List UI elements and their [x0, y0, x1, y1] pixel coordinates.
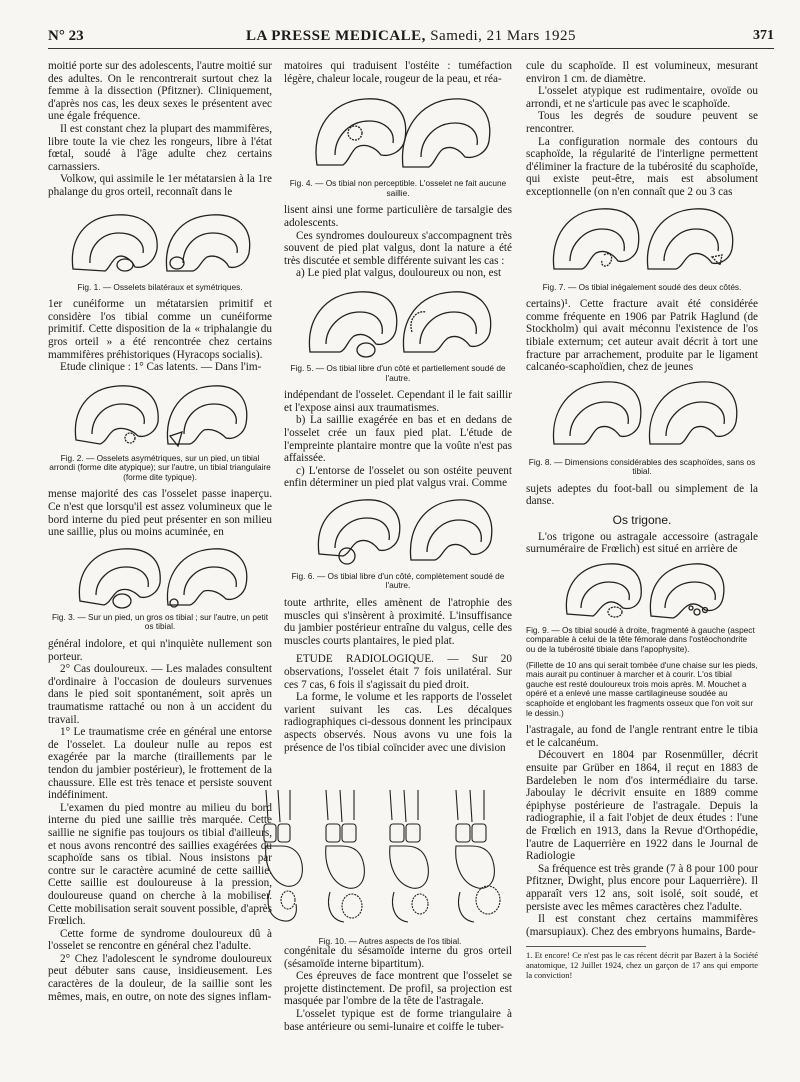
figure-5 [284, 280, 512, 383]
figure-2-caption: Fig. 2. — Osselets asymétriques, sur un pied, un tibial arrondi (forme dite atypique); sur l'autre, un tibial triangulaire (forme dite typique). [49, 452, 271, 482]
paragraph: sujets adeptes du foot-ball ou simplement de la danse. [526, 482, 758, 508]
column-2 [284, 60, 512, 754]
paragraph: La configuration normale des contours du scaphoïde, la régularité de l'interligne permettent d'éliminer la fracture de la tubérosité du scaphoïde, qui existe peut-être, mais est absolument exceptionnelle (on n'en connaît que 2 ou 3 cas [526, 135, 758, 198]
figure-1-caption: Fig. 1. — Osselets bilatéraux et symétriques. [77, 281, 243, 292]
paragraph: 2° Chez l'adolescent le syndrome douloureux peut débuter sans cause, insidieusement. Les caractères de la douleur, de la saillie sont les mêmes, mais, en outre, on note des signes inflam- [48, 952, 272, 1003]
paragraph: Sa fréquence est très grande (7 à 8 pour 100 pour Pfitzner, Dwight, plus encore pour Laquerrière). Il apparaît vers 12 ans, soit isolé, soit soudé, et persiste avec les mêmes caractères chez l'adulte. [526, 862, 758, 913]
figure-9 [526, 556, 758, 718]
paragraph: indépendant de l'osselet. Cependant il le fait saillir et l'expose ainsi aux traumatismes. [284, 389, 512, 414]
figure-10-caption: Fig. 10. — Autres aspects de l'os tibial. [318, 936, 462, 946]
figure-6-caption: Fig. 6. — Os tibial libre d'un côté, complètement soudé de l'autre. [291, 570, 505, 591]
column-1 [48, 60, 272, 1003]
paragraph: Il est constant chez la plupart des mammifères, libre toute la vie chez les rongeurs, libre à l'état fœtal, soudé à l'âge adulte chez certains carnassiers. [48, 122, 272, 173]
figure-7-caption: Fig. 7. — Os tibial inégalement soudé des deux côtés. [542, 281, 742, 292]
figure-4-drawing [303, 85, 493, 177]
paragraph: Volkow, qui assimile le 1er métatarsien à la 1re phalange du gros orteil, reconnaît dans le [48, 173, 272, 198]
paragraph: congénitale du sésamoïde interne du gros orteil (sésamoïde interne bipartitum). [284, 945, 512, 970]
page-header [48, 26, 774, 49]
paragraph: Tous les degrés de soudure peuvent se rencontrer. [526, 110, 758, 135]
journal-title [48, 28, 774, 45]
paragraph: L'os trigone ou astragale accessoire (astragale surnuméraire de Frœlich) est situé en arrière de [526, 530, 758, 556]
paragraph: Ces épreuves de face montrent que l'osselet se projette distinctement. De profil, sa projection est masquée par l'ombre de la tête de l'astragale. [284, 970, 512, 1008]
column-3 [526, 60, 758, 981]
journal-name: LA PRESSE MEDICALE, [245, 28, 426, 44]
paragraph: c) L'entorse de l'osselet ou son ostéite peuvent enfin déterminer un pied plat valgus vrai. Comme [284, 464, 512, 490]
paragraph: L'examen du pied montre au milieu du bord interne du pied une saillie très marquée. Cette saillie ne signifie pas toujours os tibial d'ailleurs, et nous avons rencontré des saillies exagérées du scaphoïde sans os tibial. Nous insistons par contre sur le caractère acuminé de cette saillie. Cette saillie est douloureuse à la pression, douloureuse quand on cherche à la mobiliser. Cette mobilisation serait souvent possible, d'après Frœlich. [48, 801, 272, 928]
figure-7-drawing [544, 199, 740, 281]
paragraph: moitié porte sur des adolescents, l'autre moitié sur des adultes. On le rencontrerait surtout chez la femme à la dissection (Pfitzner). Cliniquement, d'après nos cas, les deux sexes le présentent avec une égale fréquence. [48, 60, 272, 123]
figure-2-drawing [70, 374, 250, 452]
issue-date: Samedi, 21 Mars 1925 [430, 28, 577, 44]
page-number: 371 [753, 28, 774, 43]
paragraph: L'osselet typique est de forme triangulaire à base antérieure ou semi-lunaire et coiffe le tuber- [284, 1007, 512, 1033]
paragraph: 2° Cas douloureux. — Les malades consultent d'ordinaire à l'occasion de douleurs survenues dans le pied soit spontanément, soit après un traumatisme rattaché ou non à un accident du travail. [48, 663, 272, 726]
paragraph: Ces syndromes douloureux s'accompagnent très souvent de pied plat valgus, dont la nature a été très discutée et semble différente suivant les cas : [284, 229, 512, 267]
paragraph: Il est constant chez certains mammifères (marsupiaux). Chez des embryons humains, Barde- [526, 913, 758, 938]
paragraph: général indolore, et qui n'inquiète nullement son porteur. [48, 638, 272, 663]
section-heading: Os trigone. [612, 513, 672, 528]
figure-3-caption: Fig. 3. — Sur un pied, un gros os tibial ; sur l'autre, un petit os tibial. [51, 611, 269, 632]
paragraph: b) La saillie exagérée en bas et en dedans de l'osselet crée un faux pied plat. L'étude de l'empreinte plantaire montre que la voûte n'est pas affaissée. [284, 414, 512, 465]
paragraph: Découvert en 1804 par Rosenmüller, décrit ensuite par Grüber en 1864, il reçut en 1883 de Bardeleben le nom d'os intermédiaire du tarse. Jaboulay le décrivit ensuite en 1889 comme épiphyse postérieure de l'astragale. Depuis la radiographie, il a fait l'objet de deux études : l'une de Frœlich en 1913, dans la Revue d'Orthopédie, l'autre de Laquerrière en 1922 dans le Journal de Radiologie [526, 749, 758, 863]
paragraph: a) Le pied plat valgus, douloureux ou non, est [296, 267, 502, 280]
figure-5-drawing [300, 280, 496, 362]
paragraph: Cette forme de syndrome douloureux dû à l'osselet se rencontre en général chez l'adulte. [48, 927, 272, 953]
issue-number: N° 23 [48, 28, 84, 44]
figure-1 [48, 199, 272, 293]
paragraph: ETUDE RADIOLOGIQUE. — Sur 20 observations, l'osselet était 7 fois unilatéral. Sur ces 7 cas, 6 fois il s'agissait du pied droit. [284, 653, 512, 691]
paragraph: 1er cunéiforme un métatarsien primitif et considère l'os tibial comme un cunéiforme primitif. Cette disposition de la « triphalangie du gros orteil » a été rencontrée chez certains mammifères préhistoriques (Hyracops socialis). [48, 298, 272, 361]
figure-2 [48, 374, 272, 483]
paragraph: toute arthrite, elles amènent de l'atrophie des muscles qui s'insèrent à proximité. L'insuffisance du jambier postérieur entraîne du valgus, celle des muscles courts plantaires, le pied plat. [284, 597, 512, 647]
figure-10-drawing [256, 790, 524, 930]
paragraph: l'astragale, au fond de l'angle rentrant entre le tibia et le calcanéum. [526, 724, 758, 749]
figure-8-drawing [544, 374, 740, 456]
figure-9-note: (Fillette de 10 ans qui serait tombée d'une chaise sur les pieds, mais aurait pu continuer à marcher et à courir. L'os tibial gauche est resté douloureux trois mois après. M. Mouchet a opéré et a enlevé une masse cartilagineuse soudée au scaphoïde et englobant les fragments osseux que l'on voit sur le dessin.) [526, 659, 758, 718]
paragraph: L'osselet atypique est rudimentaire, ovoïde ou arrondi, et ne s'articule pas avec le scaphoïde. [526, 85, 758, 110]
paragraph: mense majorité des cas l'osselet passe inaperçu. Ce n'est que lorsqu'il est assez volumineux que le bord interne du pied peut présenter en son milieu une saillie, plus ou moins acuminée, en [48, 488, 272, 539]
paragraph: 1° Le traumatisme crée en général une entorse de l'osselet. La douleur nulle au repos est exagérée par la marche (tiraillements par le tendon du jambier postérieur), le frottement de la chaussure. Elle est très tenace et persiste souvent indéfiniment. [48, 726, 272, 802]
figure-9-drawing [557, 556, 727, 624]
figure-8 [526, 374, 758, 477]
figure-8-caption: Fig. 8. — Dimensions considérables des scaphoïdes, sans os tibial. [528, 456, 756, 477]
footnote: 1. Et encore! Ce n'est pas le cas récent décrit par Bazert à la Société anatomique, 12 Juillet 1924, chez un garçon de 17 ans qui emporte la conviction! [526, 951, 758, 980]
figure-10 [256, 790, 524, 953]
figure-3-drawing [70, 539, 250, 611]
figure-9-caption: Fig. 9. — Os tibial soudé à droite, fragmenté à gauche (aspect comparable à celui de la tête fémorale dans l'ostéochondrite ou de la tubérosité tibiale dans l'apophysite). [526, 624, 755, 655]
figure-1-drawing [65, 199, 255, 281]
figure-5-caption: Fig. 5. — Os tibial libre d'un côté et partiellement soudé de l'autre. [290, 362, 506, 383]
paragraph: matoires qui traduisent l'ostéite : tuméfaction légère, chaleur locale, rougeur de la peau, et réa- [284, 60, 512, 85]
figure-4-caption: Fig. 4. — Os tibial non perceptible. L'osselet ne fait aucune saillie. [289, 178, 507, 198]
paragraph: lisent ainsi une forme particulière de tarsalgie des adolescents. [284, 204, 512, 229]
figure-7 [526, 199, 758, 293]
figure-3 [48, 539, 272, 632]
paragraph: Etude clinique : 1° Cas latents. — Dans l'im- [60, 361, 262, 374]
figure-6-drawing [303, 490, 493, 570]
figure-4 [284, 85, 512, 198]
paragraph: certains)¹. Cette fracture avait été considérée comme fréquente en 1906 par Patrik Haglund (de Stockholm) qui avait méconnu l'existence de l'os tibiale externum; cet auteur avait décrit à tort une fracture par arrachement, produite par le ligament calcanéo-scaphoïdien, chez de jeunes [526, 298, 758, 374]
paragraph: cule du scaphoïde. Il est volumineux, mesurant environ 1 cm. de diamètre. [526, 60, 758, 85]
column-2-continued [284, 945, 512, 1033]
paragraph: La forme, le volume et les rapports de l'osselet varient suivant les cas. Les décalques radiographiques ci-dessous donnent les principaux aspects observés. Nous avons vu une fois la présence de l'os tibial coïncider avec une division [284, 691, 512, 754]
figure-6 [284, 490, 512, 591]
